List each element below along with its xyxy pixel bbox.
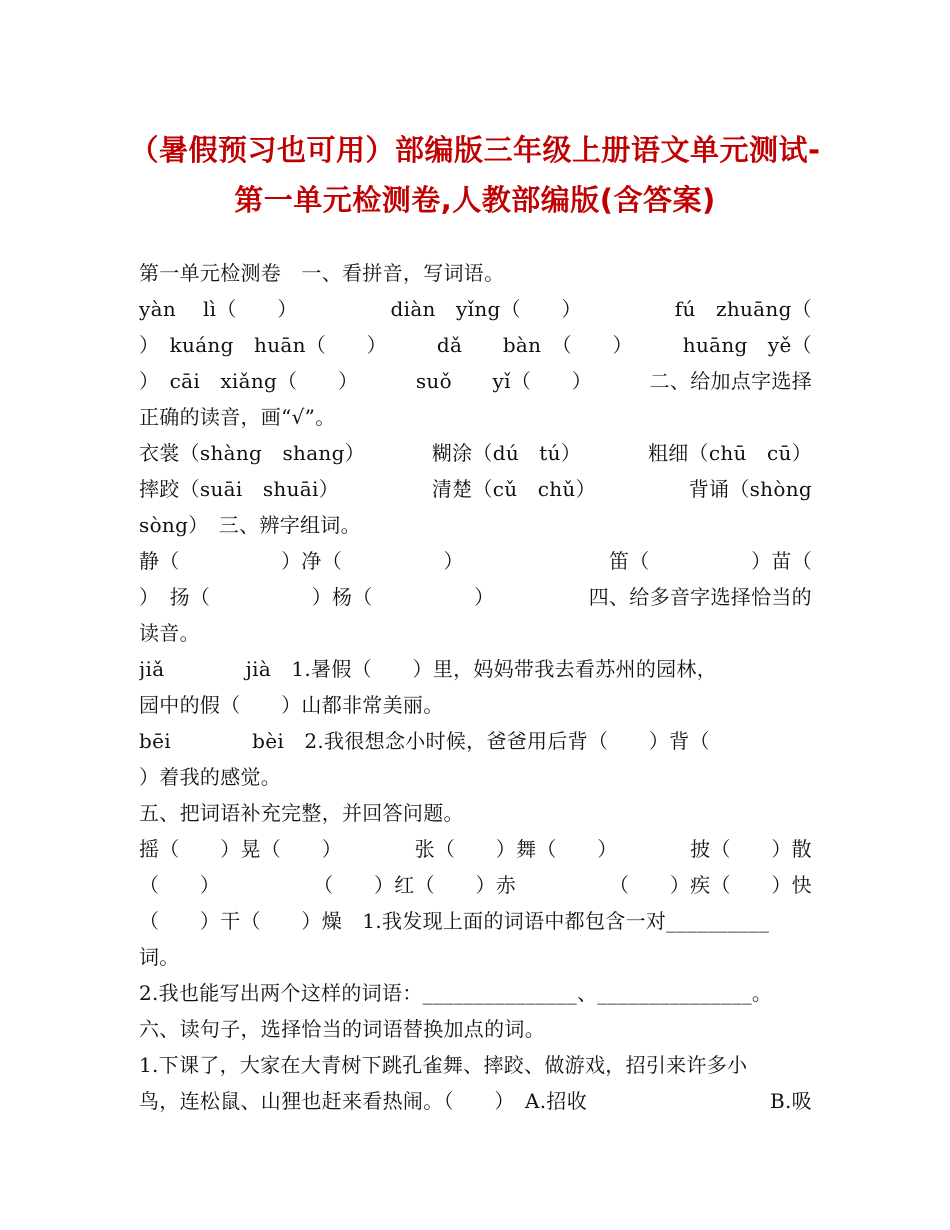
text-line	[139, 363, 812, 399]
text-line	[139, 903, 812, 939]
text-line	[139, 435, 812, 471]
text-line	[139, 327, 812, 363]
text-line	[139, 651, 812, 687]
text-segment: ） cāi xiǎng（ ）	[139, 369, 359, 393]
text-segment: ） kuáng huān（ ）	[139, 333, 387, 357]
text-segment: yàn lì（ ）	[139, 297, 298, 321]
text-line	[139, 291, 812, 327]
text-line	[139, 867, 812, 903]
text-segment: dǎ bàn （ ）	[436, 333, 633, 357]
text-segment: diàn yǐng（ ）	[390, 297, 582, 321]
text-line	[139, 471, 812, 507]
text-segment: 四、给多音字选择恰当的	[588, 585, 812, 609]
text-segment: fú zhuāng（	[674, 297, 812, 321]
text-segment: 第一单元检测卷 一、看拼音，写词语。	[139, 261, 505, 285]
text-segment: 摇（ ）晃（ ）	[139, 837, 342, 861]
text-line	[139, 975, 812, 1011]
text-segment: （ ）	[139, 873, 221, 897]
text-segment: （ ）干（ ）燥 1.我发现上面的词语中都包含一对__________	[139, 909, 770, 933]
text-line	[139, 831, 812, 867]
text-line	[139, 1047, 812, 1083]
text-segment: 五、把词语补充完整，并回答问题。	[139, 801, 464, 825]
text-segment: 鸟，连松鼠、山狸也赶来看热闹。（ ） A.招收	[139, 1089, 588, 1113]
text-segment: （ ）红（ ）赤	[313, 873, 517, 897]
text-segment: 糊涂（dú tú）	[431, 441, 582, 465]
text-segment: jiǎ jià 1.暑假（ ）里，妈妈带我去看苏州的园林，	[139, 657, 718, 681]
text-segment: 披（ ）散	[690, 837, 812, 861]
text-line	[139, 615, 812, 651]
text-segment: 张（ ）舞（ ）	[414, 837, 618, 861]
text-line	[139, 507, 812, 543]
text-line	[139, 723, 812, 759]
document-body	[139, 255, 812, 1119]
text-segment: ） 扬（ ）杨（ ）	[139, 585, 495, 609]
text-line	[139, 687, 812, 723]
text-line	[139, 1011, 812, 1047]
text-segment: 静（ ）净（ ）	[139, 549, 464, 573]
text-segment: ）着我的感觉。	[139, 765, 282, 789]
text-segment: 二、给加点字选择	[649, 369, 812, 393]
text-line	[139, 255, 812, 291]
document-title-line-1: （暑假预习也可用）部编版三年级上册语文单元测试-	[129, 133, 821, 167]
text-segment: bēi bèi 2.我很想念小时候，爸爸用后背（ ）背（	[139, 729, 710, 753]
text-segment: （ ）疾（ ）快	[608, 873, 812, 897]
text-segment: 衣裳（shàng shang）	[139, 441, 366, 465]
text-line	[139, 579, 812, 615]
text-segment: 读音。	[139, 621, 200, 645]
text-segment: 笛（ ）苗（	[609, 549, 812, 573]
text-line	[139, 399, 812, 435]
text-line	[139, 939, 812, 975]
text-line	[139, 795, 812, 831]
text-segment: 园中的假（ ）山都非常美丽。	[139, 693, 444, 717]
text-segment: 六、读句子，选择恰当的词语替换加点的词。	[139, 1017, 545, 1041]
text-segment: B.吸	[770, 1089, 812, 1113]
text-segment: 摔跤（suāi shuāi）	[139, 477, 340, 501]
text-segment: huāng yě（	[682, 333, 812, 357]
text-line	[139, 543, 812, 579]
text-segment: suǒ yǐ（ ）	[415, 369, 593, 393]
text-segment: sòng） 三、辨字组词。	[139, 513, 361, 537]
text-segment: 1.下课了，大家在大青树下跳孔雀舞、摔跤、做游戏，招引来许多小	[139, 1053, 748, 1077]
text-segment: 粗细（chū cū）	[647, 441, 812, 465]
text-segment: 词。	[139, 945, 180, 969]
text-segment: 2.我也能写出两个这样的词语：_______________、_______________。	[139, 981, 773, 1005]
text-segment: 正确的读音，画“√”。	[139, 405, 336, 429]
text-line	[139, 759, 812, 795]
text-segment: 清楚（cǔ chǔ）	[431, 477, 596, 501]
text-line	[139, 1083, 812, 1119]
document-title-line-2: 第一单元检测卷,人教部编版(含答案)	[234, 183, 716, 217]
text-segment: 背诵（shòng	[688, 477, 812, 501]
